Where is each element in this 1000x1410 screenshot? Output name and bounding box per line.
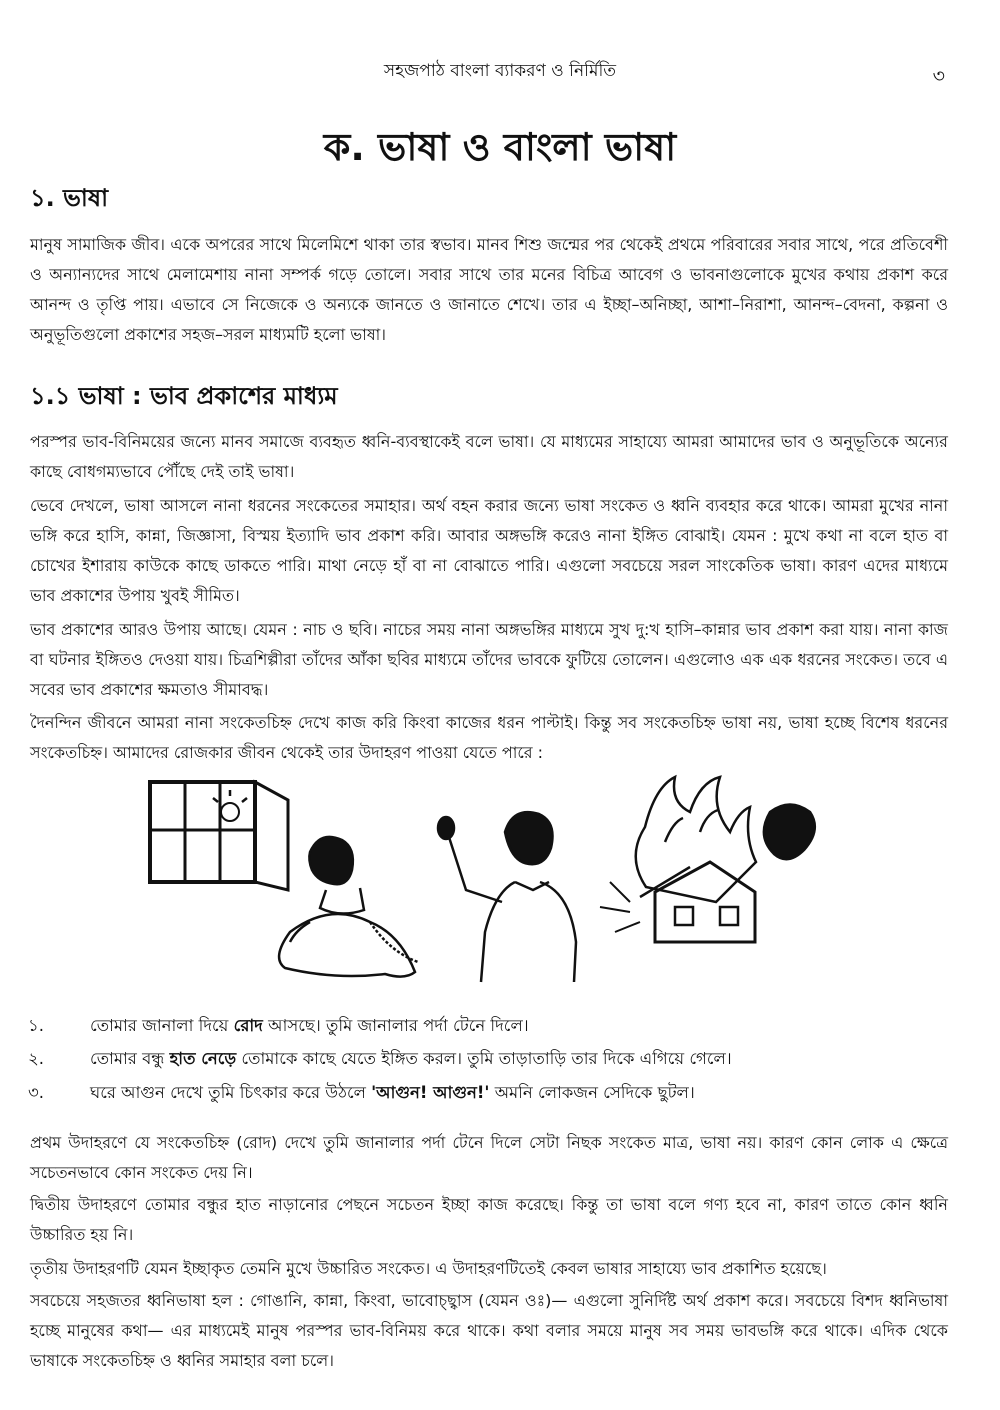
section-heading-language: ১. ভাষা (30, 184, 109, 212)
chapter-title: ক. ভাষা ও বাংলা ভাষা (323, 125, 677, 169)
third-example-explanation: তৃতীয় উদাহরণটি যেমন ইচ্ছাকৃত তেমনি মুখে উচ্চারিত সংকেত। এ উদাহরণটিতেই কেবল ভাষার সাহায্যে ভাব প্রকাশিত হয়েছে। (30, 1259, 827, 1278)
daily-life-paragraph: দৈনন্দিন জীবনে আমরা নানা সংকেতচিহ্ন দেখে কাজ করি কিংবা কাজের ধরন পাল্টাই। কিন্তু সব সংকেতচিহ্ন ভাষা নয়, ভাষা হচ্ছে বিশেষ ধরনের সংকেতচিহ্ন। আমাদের রোজকার জীবন থেকেই তার উদাহরণ পাওয়া যেতে পারে : (30, 713, 948, 762)
example-item-2 (28, 1045, 958, 1073)
example-illustration (130, 772, 830, 987)
example-number: ৩. (28, 1083, 44, 1102)
house-fire-scene (600, 777, 815, 942)
example-number: ১. (28, 1016, 44, 1035)
example-text: ঘরে আগুন দেখে তুমি চিৎকার করে উঠলে (90, 1083, 372, 1102)
intro-paragraph: মানুষ সামাজিক জীব। একে অপরের সাথে মিলেমিশে থাকা তার স্বভাব। মানব শিশু জন্মের পর থেকেই প্রথমে পরিবারের সবার সাথে, পরে প্রতিবেশী ও অন্যান্যদের সাথে মেলামেশায় নানা সম্পর্ক গড়ে তোলে। সবার সাথে তার মনের বিচিত্র আবেগ ও ভাবনাগুলোকে মুখের কথায় প্রকাশ করে আনন্দ ও তৃপ্তি পায়। এভাবে সে নিজেকে ও অন্যকে জানতে ও জানাতে শেখে। তার এ ইচ্ছা–অনিচ্ছা, আশা–নিরাশা, আনন্দ–বেদনা, কল্পনা ও অনুভূতিগুলো প্রকাশের সহজ–সরল মাধ্যমটি হলো ভাষা। (30, 235, 948, 344)
example-text: তোমার বন্ধু (90, 1049, 170, 1068)
example-item-1 (28, 1012, 958, 1040)
window-sunlight-scene (150, 782, 418, 977)
example-text: তোমাকে কাছে যেতে ইঙ্গিত করল। তুমি তাড়াতাড়ি তার দিকে এগিয়ে গেলে। (236, 1049, 732, 1068)
example-text: অমনি লোকজন সেদিকে ছুটল। (489, 1083, 695, 1102)
waving-boy-scene (438, 812, 576, 982)
section-heading-expression: ১.১ ভাষা : ভাব প্রকাশের মাধ্যম (30, 382, 338, 410)
example-keyword: 'আগুন! আগুন!' (371, 1083, 490, 1102)
page-number: ৩ (932, 65, 945, 87)
first-example-explanation: প্রথম উদাহরণে যে সংকেতচিহ্ন (রোদ) দেখে তুমি জানালার পর্দা টেনে দিলে সেটা নিছক সংকেত মাত্র, ভাষা নয়। কারণ কোন লোক এ ক্ষেত্রে সচেতনভাবে কোন সংকেত দেয় নি। (30, 1133, 948, 1182)
example-keyword: রোদ (233, 1016, 263, 1035)
example-item-3 (28, 1079, 958, 1107)
second-example-explanation: দ্বিতীয় উদাহরণে তোমার বন্ধুর হাত নাড়ানোর পেছনে সচেতন ইচ্ছা কাজ করেছে। কিন্তু তা ভাষা বলে গণ্য হবে না, কারণ তাতে কোন ধ্বনি উচ্চারিত হয় নি। (30, 1195, 948, 1244)
dance-picture-paragraph: ভাব প্রকাশের আরও উপায় আছে। যেমন : নাচ ও ছবি। নাচের সময় নানা অঙ্গভঙ্গির মাধ্যমে সুখ দু:খ হাসি–কান্নার ভাব প্রকাশ করা যায়। নানা কাজ বা ঘটনার ইঙ্গিতও দেওয়া যায়। চিত্রশিল্পীরা তাঁদের আঁকা ছবির মাধ্যমে তাঁদের ভাবকে ফুটিয়ে তোলেন। এগুলোও এক এক ধরনের সংকেত। তবে এ সবের ভাব প্রকাশের ক্ষমতাও সীমাবদ্ধ। (30, 620, 948, 699)
running-header: সহজপাঠ বাংলা ব্যাকরণ ও নির্মিতি (383, 61, 617, 81)
example-text: তোমার জানালা দিয়ে (90, 1016, 234, 1035)
sound-language-paragraph: সবচেয়ে সহজতর ধ্বনিভাষা হল : গোঙানি, কান্না, কিংবা, ভাবোচ্ছ্বাস (যেমন ওঃ)— এগুলো সুনির্দিষ্ট অর্থ প্রকাশ করে। সবচেয়ে বিশদ ধ্বনিভাষা হচ্ছে মানুষের কথা— এর মাধ্যমেই মানুষ পরস্পর ভাব-বিনিময় করে থাকে। কথা বলার সময়ে মানুষ সব সময় ভাবভঙ্গি করে থাকে। এদিক থেকে ভাষাকে সংকেতচিহ্ন ও ধ্বনির সমাহার বলা চলে। (30, 1291, 948, 1370)
example-text: আসছে। তুমি জানালার পর্দা টেনে দিলে। (262, 1016, 529, 1035)
example-keyword: হাত নেড়ে (169, 1049, 237, 1068)
signals-paragraph: ভেবে দেখলে, ভাষা আসলে নানা ধরনের সংকেতের সমাহার। অর্থ বহন করার জন্যে ভাষা সংকেত ও ধ্বনি ব্যবহার করে থাকে। আমরা মুখের নানা ভঙ্গি করে হাসি, কান্না, জিজ্ঞাসা, বিস্ময় ইত্যাদি ভাব প্রকাশ করি। আবার অঙ্গভঙ্গি করেও নানা ইঙ্গিত বোঝাই। যেমন : মুখে কথা না বলে হাত বা চোখের ইশারায় কাউকে কাছে ডাকতে পারি। মাথা নেড়ে হাঁ বা না বোঝাতে পারি। এগুলো সবচেয়ে সরল সাংকেতিক ভাষা। কারণ এদের মাধ্যমে ভাব প্রকাশের উপায় খুবই সীমিত। (30, 496, 948, 605)
example-number: ২. (28, 1049, 44, 1068)
definition-paragraph: পরস্পর ভাব-বিনিময়ের জন্যে মানব সমাজে ব্যবহৃত ধ্বনি-ব্যবস্থাকেই বলে ভাষা। যে মাধ্যমের সাহায্যে আমরা আমাদের ভাব ও অনুভূতিকে অন্যের কাছে বোধগম্যভাবে পৌঁছে দেই তাই ভাষা। (30, 432, 948, 481)
